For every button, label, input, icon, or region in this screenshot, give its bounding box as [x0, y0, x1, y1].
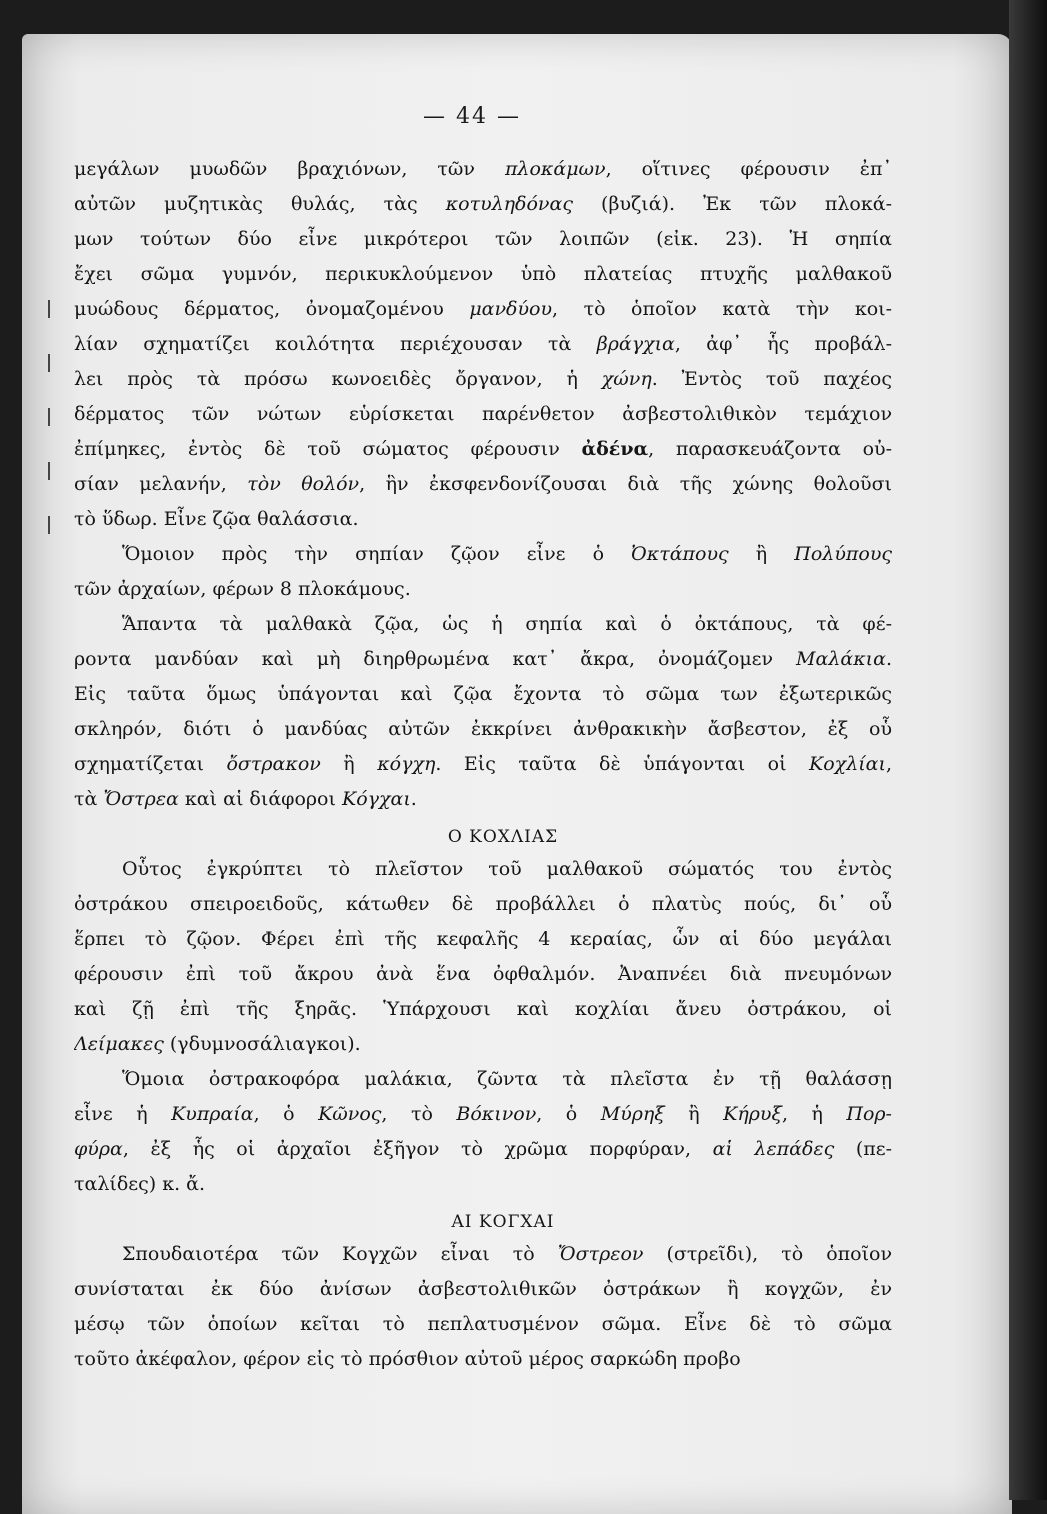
page-number: — 44 — — [423, 104, 521, 129]
text-line: Ὅμοια ὀστρακοφόρα μαλάκια, ζῶντα τὰ πλεῖστα ἐν τῇ θαλάσσῃ — [122, 1068, 892, 1090]
paragraph-mollusks — [74, 607, 892, 817]
text-line: μεγάλων μυωδῶν βραχιόνων, τῶν πλοκάμων, οἵτινες φέρουσιν ἐπ᾿ — [74, 158, 892, 180]
text-line: μων τούτων δύο εἶνε μικρότεροι τῶν λοιπῶν (εἰκ. 23). Ἡ σηπία — [74, 228, 892, 250]
text-line: αὐτῶν μυζητικὰς θυλάς, τὰς κοτυληδόνας (βυζιά). Ἐκ τῶν πλοκά- — [74, 193, 892, 215]
text-line: ροντα μανδύαν καὶ μὴ διηρθρωμένα κατ᾿ ἄκρα, ὀνομάζομεν Μαλάκια. — [74, 648, 892, 670]
book-edge — [1009, 0, 1047, 1500]
text-line: τὸ ὕδωρ. Εἶνε ζῷα θαλάσσια. — [74, 508, 359, 530]
paragraph-sepia — [74, 152, 892, 537]
text-line: τῶν ἀρχαίων, φέρων 8 πλοκάμους. — [74, 578, 411, 600]
body-text — [74, 152, 892, 1377]
paragraph-snail — [74, 852, 892, 1062]
text-line: ὀστράκου σπειροειδοῦς, κάτωθεν δὲ προβάλλει ὁ πλατὺς πούς, δι᾿ οὗ — [74, 893, 892, 915]
text-line: ἔχει σῶμα γυμνόν, περικυκλούμενον ὑπὸ πλατείας πτυχῆς μαλθακοῦ — [74, 263, 892, 285]
heading-kochlias: Ο ΚΟΧΛΙΑΣ — [447, 827, 559, 847]
text-line: καὶ ζῇ ἐπὶ τῆς ξηρᾶς. Ὑπάρχουσι καὶ κοχλίαι ἄνευ ὀστράκου, οἱ — [74, 998, 892, 1020]
text-line: Ὅμοιον πρὸς τὴν σηπίαν ζῷον εἶνε ὁ Ὀκτάπους ἢ Πολύπους — [122, 543, 892, 565]
text-line: μυώδους δέρματος, ὀνομαζομένου μανδύου, τὸ ὁποῖον κατὰ τὴν κοι- — [74, 298, 892, 320]
paragraph-shellfish — [74, 1062, 892, 1202]
text-line: συνίσταται ἐκ δύο ἀνίσων ἀσβεστολιθικῶν ὀστράκων ἢ κογχῶν, ἐν — [74, 1278, 892, 1300]
book-page — [22, 34, 1012, 1514]
text-line: Λείμακες (γδυμνοσάλιαγκοι). — [74, 1033, 361, 1055]
text-line: σίαν μελανήν, τὸν θολόν, ἣν ἐκσφενδονίζουσαι διὰ τῆς χώνης θολοῦσι — [74, 473, 892, 495]
text-line: τοῦτο ἀκέφαλον, φέρον εἰς τὸ πρόσθιον αὐτοῦ μέρος σαρκώδη προβο — [74, 1348, 741, 1370]
text-line: σχηματίζεται ὄστρακον ἢ κόγχη. Εἰς ταῦτα δὲ ὑπάγονται οἱ Κοχλίαι, — [74, 753, 892, 775]
text-line: λει πρὸς τὰ πρόσω κωνοειδὲς ὄργανον, ἡ χώνη. Ἐντὸς τοῦ παχέος — [74, 368, 892, 390]
text-line: Εἰς ταῦτα ὅμως ὑπάγονται καὶ ζῷα ἔχοντα τὸ σῶμα των ἐξωτερικῶς — [74, 683, 892, 705]
text-line: ἕρπει τὸ ζῷον. Φέρει ἐπὶ τῆς κεφαλῆς 4 κεραίας, ὧν αἱ δύο μεγάλαι — [74, 928, 892, 950]
text-line: σκληρόν, διότι ὁ μανδύας αὐτῶν ἐκκρίνει ἀνθρακικὴν ἄσβεστον, ἐξ οὗ — [74, 718, 892, 740]
text-line: Σπουδαιοτέρα τῶν Κογχῶν εἶναι τὸ Ὄστρεον (στρεῖδι), τὸ ὁποῖον — [122, 1243, 892, 1265]
text-line: δέρματος τῶν νώτων εὑρίσκεται παρένθετον ἀσβεστολιθικὸν τεμάχιον — [74, 403, 892, 425]
text-line: τὰ Ὄστρεα καὶ αἱ διάφοροι Κόγχαι. — [74, 788, 417, 810]
text-line: εἶνε ἡ Κυπραία, ὁ Κῶνος, τὸ Βόκινον, ὁ Μύρηξ ἢ Κήρυξ, ἡ Πορ- — [74, 1103, 892, 1125]
paragraph-octopus — [74, 537, 892, 607]
text-line: μέσῳ τῶν ὁποίων κεῖται τὸ πεπλατυσμένον σῶμα. Εἶνε δὲ τὸ σῶμα — [74, 1313, 892, 1335]
text-line: λίαν σχηματίζει κοιλότητα περιέχουσαν τὰ βράγχια, ἀφ᾿ ἧς προβάλ- — [74, 333, 892, 355]
margin-marks — [48, 264, 54, 564]
text-line: ἐπίμηκες, ἐντὸς δὲ τοῦ σώματος φέρουσιν ἀδένα, παρασκευάζοντα οὐ- — [74, 438, 892, 460]
paragraph-oyster — [74, 1237, 892, 1377]
text-line: Ἅπαντα τὰ μαλθακὰ ζῷα, ὡς ἡ σηπία καὶ ὁ ὀκτάπους, τὰ φέ- — [122, 613, 892, 635]
text-line: ταλίδες) κ. ἄ. — [74, 1173, 206, 1195]
text-line: Οὗτος ἐγκρύπτει τὸ πλεῖστον τοῦ μαλθακοῦ σώματός του ἐντὸς — [122, 858, 892, 880]
text-line: φέρουσιν ἐπὶ τοῦ ἄκρου ἀνὰ ἕνα ὀφθαλμόν. Ἀναπνέει διὰ πνευμόνων — [74, 963, 892, 985]
heading-kogchai: ΑΙ ΚΟΓΧΑΙ — [451, 1212, 555, 1232]
text-line: φύρα, ἐξ ἧς οἱ ἀρχαῖοι ἐξῆγον τὸ χρῶμα πορφύραν, αἱ λεπάδες (πε- — [74, 1138, 892, 1160]
